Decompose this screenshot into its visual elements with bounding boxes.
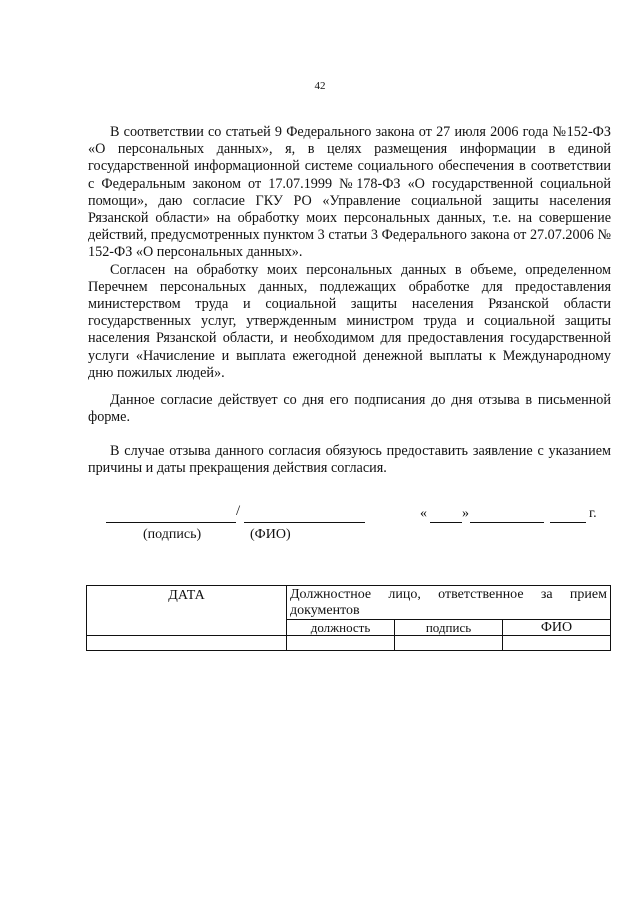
paragraph-validity: Данное согласие действует со дня его подписания до дня отзыва в письменной форме. <box>88 392 611 426</box>
table-header-row <box>87 586 611 620</box>
page-number: 42 <box>314 80 326 92</box>
table-row <box>87 636 611 651</box>
paragraph-withdrawal: В случае отзыва данного согласия обязуюсь предоставить заявление с указанием причины и даты прекращения действия согласия. <box>88 443 611 477</box>
withdrawal-block <box>88 443 611 477</box>
consent-body <box>88 124 611 382</box>
name-line[interactable] <box>244 508 365 523</box>
date-input-cell[interactable] <box>87 636 287 651</box>
position-header-cell: должность <box>287 620 395 636</box>
signature-line[interactable] <box>106 508 236 523</box>
signature-separator: / <box>236 503 241 519</box>
reception-table <box>86 585 611 651</box>
date-year-line[interactable] <box>550 508 586 523</box>
validity-block <box>88 392 611 426</box>
paragraph-legal-basis: В соответствии со статьей 9 Федерального закона от 27 июля 2006 года №152-ФЗ «О персональных данных», я, в целях размещения информации в единой государственной информационной системе социального обеспечения в соответствии с Федеральным законом от 17.07.1999 №178-ФЗ «О государственной социальной помощи», даю согласие ГКУ РО «Управление социальной защиты населения Рязанской области» на обработку моих персональных данных, т.е. на совершение действий, предусмотренных пунктом 3 статьи 3 Федерального закона от 27.07.2006 № 152-ФЗ «О персональных данных». <box>88 124 611 261</box>
date-open-quote: « <box>420 506 427 521</box>
year-suffix: г. <box>589 506 597 521</box>
signature-header-cell: подпись <box>395 620 503 636</box>
signature-label: (подпись) <box>143 527 202 542</box>
responsible-header-cell: Должностное лицо, ответственное за прием документов <box>287 586 611 620</box>
date-close-quote: » <box>462 506 469 521</box>
fio-header-cell: ФИО <box>503 620 611 636</box>
date-header-cell: ДАТА <box>87 586 287 636</box>
name-label: (ФИО) <box>250 527 291 542</box>
date-month-line[interactable] <box>470 508 544 523</box>
fio-input-cell[interactable] <box>503 636 611 651</box>
signature-input-cell[interactable] <box>395 636 503 651</box>
position-input-cell[interactable] <box>287 636 395 651</box>
date-day-line[interactable] <box>430 508 462 523</box>
paragraph-data-scope: Согласен на обработку моих персональных данных в объеме, определенном Перечнем персональных данных, подлежащих обработке для предоставления министерством труда и социальной защиты населения Рязанской области государственных услуг, утвержденным министром труда и социальной защиты населения Рязанской области, и необходимом для предоставления государственной услуги «Начисление и выплата ежегодной денежной выплаты к Международному дню пожилых людей». <box>88 261 611 381</box>
